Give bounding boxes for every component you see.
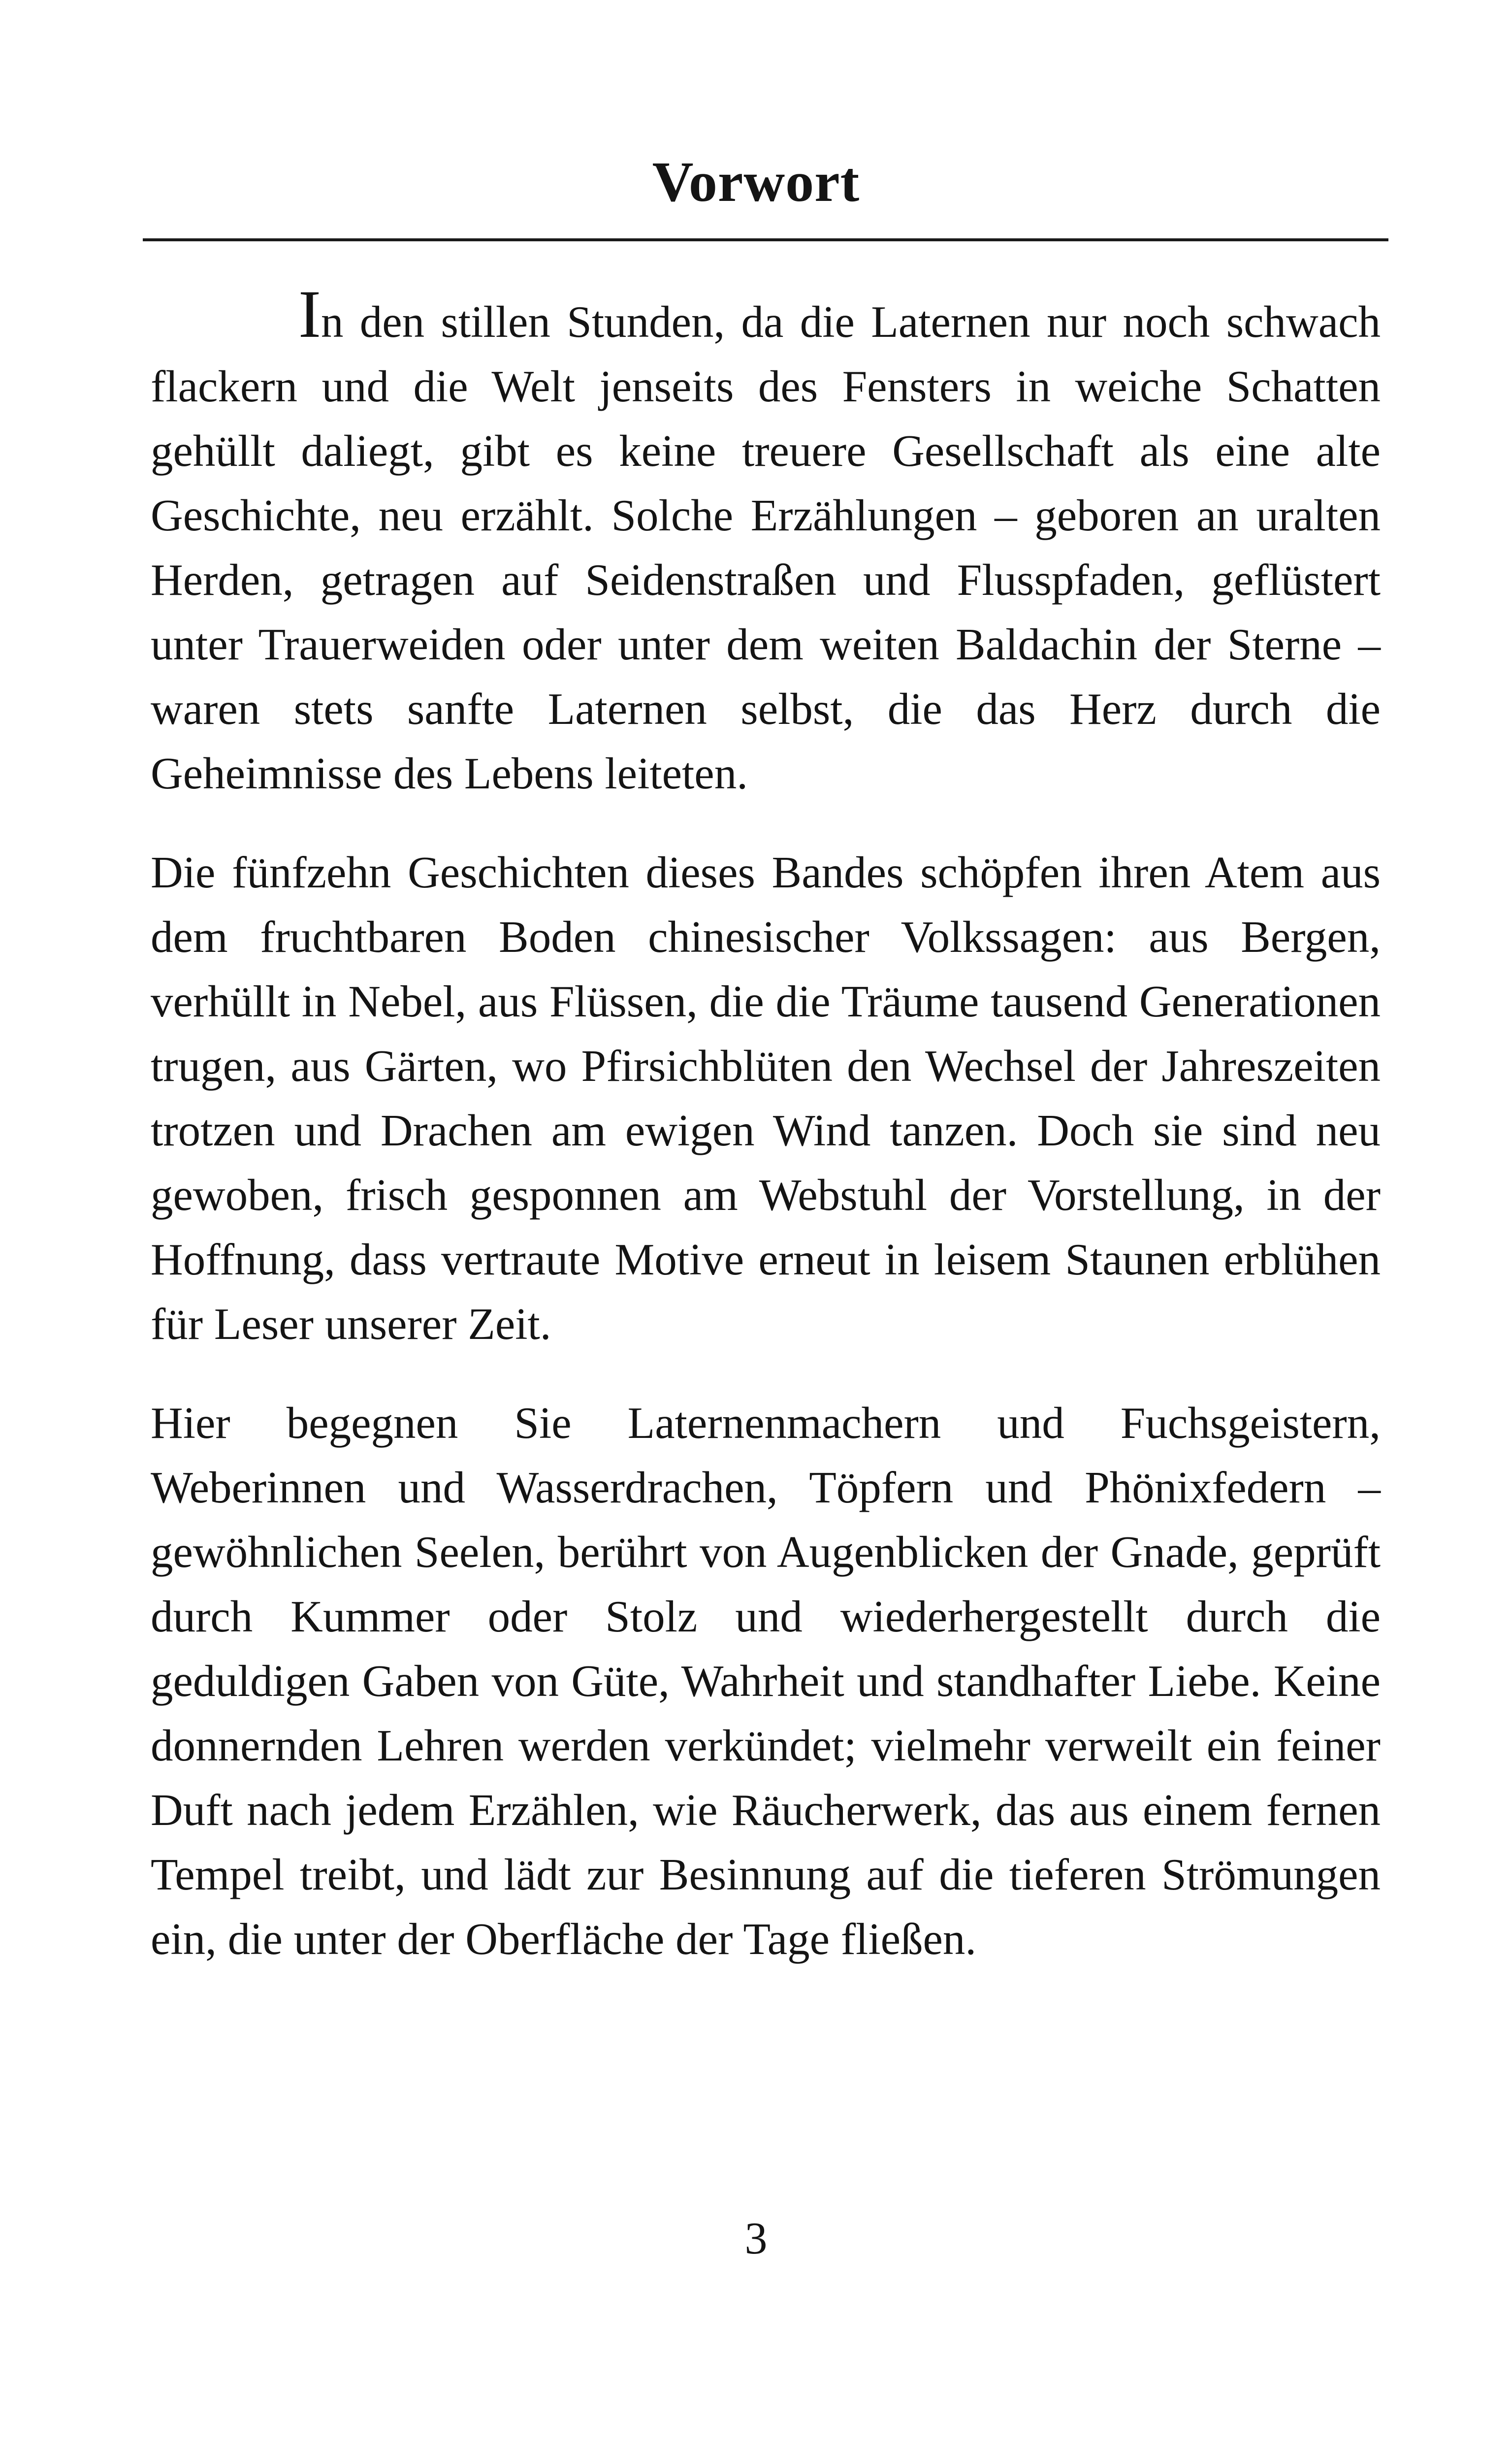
body-text [151,276,1381,2006]
drop-initial: I [298,276,321,352]
page-number: 3 [744,2213,768,2263]
paragraph-3: Hier begegnen Sie Laternenmachern und Fuchsgeistern, Weberinnen und Wasserdrachen, Töpfern und Phönixfedern – gewöhnlichen Seelen, berührt von Augenblicken der Gnade, geprüft durch Kummer oder Stolz und wiederhergestellt durch die geduldigen Gaben von Güte, Wahrheit und standhafter Liebe. Keine donnernden Lehren werden verkündet; vielmehr verweilt ein feiner Duft nach jedem Erzählen, wie Räucherwerk, das aus einem fernen Tempel treibt, und lädt zur Besinnung auf die tieferen Strömungen ein, die unter der Oberfläche der Tage fließen. [151,1398,1381,1964]
title-divider [143,238,1388,241]
paragraph-1-text: n den stillen Stunden, da die Laternen nur noch schwach flackern und die Welt jenseits des Fensters in weiche Schatten gehüllt daliegt, gibt es keine treuere Gesellschaft als eine alte Geschichte, neu erzählt. Solche Erzählungen – geboren an uralten Herden, getragen auf Seidenstraßen und Flusspfaden, geflüstert unter Trauerweiden oder unter dem weiten Baldachin der Sterne – waren stets sanfte Laternen selbst, die das Herz durch die Geheimnisse des Lebens leiteten. [151,297,1381,798]
page-title: Vorwort [652,151,860,214]
paragraph-1 [151,276,1381,806]
paragraph-2: Die fünfzehn Geschichten dieses Bandes schöpfen ihren Atem aus dem fruchtbaren Boden chinesischer Volkssagen: aus Bergen, verhüllt in Nebel, aus Flüssen, die die Träume tausend Generationen trugen, aus Gärten, wo Pfirsichblüten den Wechsel der Jahreszeiten trotzen und Drachen am ewigen Wind tanzen. Doch sie sind neu gewoben, frisch gesponnen am Webstuhl der Vorstellung, in der Hoffnung, dass vertraute Motive erneut in leisem Staunen erblühen für Leser unserer Zeit. [151,847,1381,1349]
